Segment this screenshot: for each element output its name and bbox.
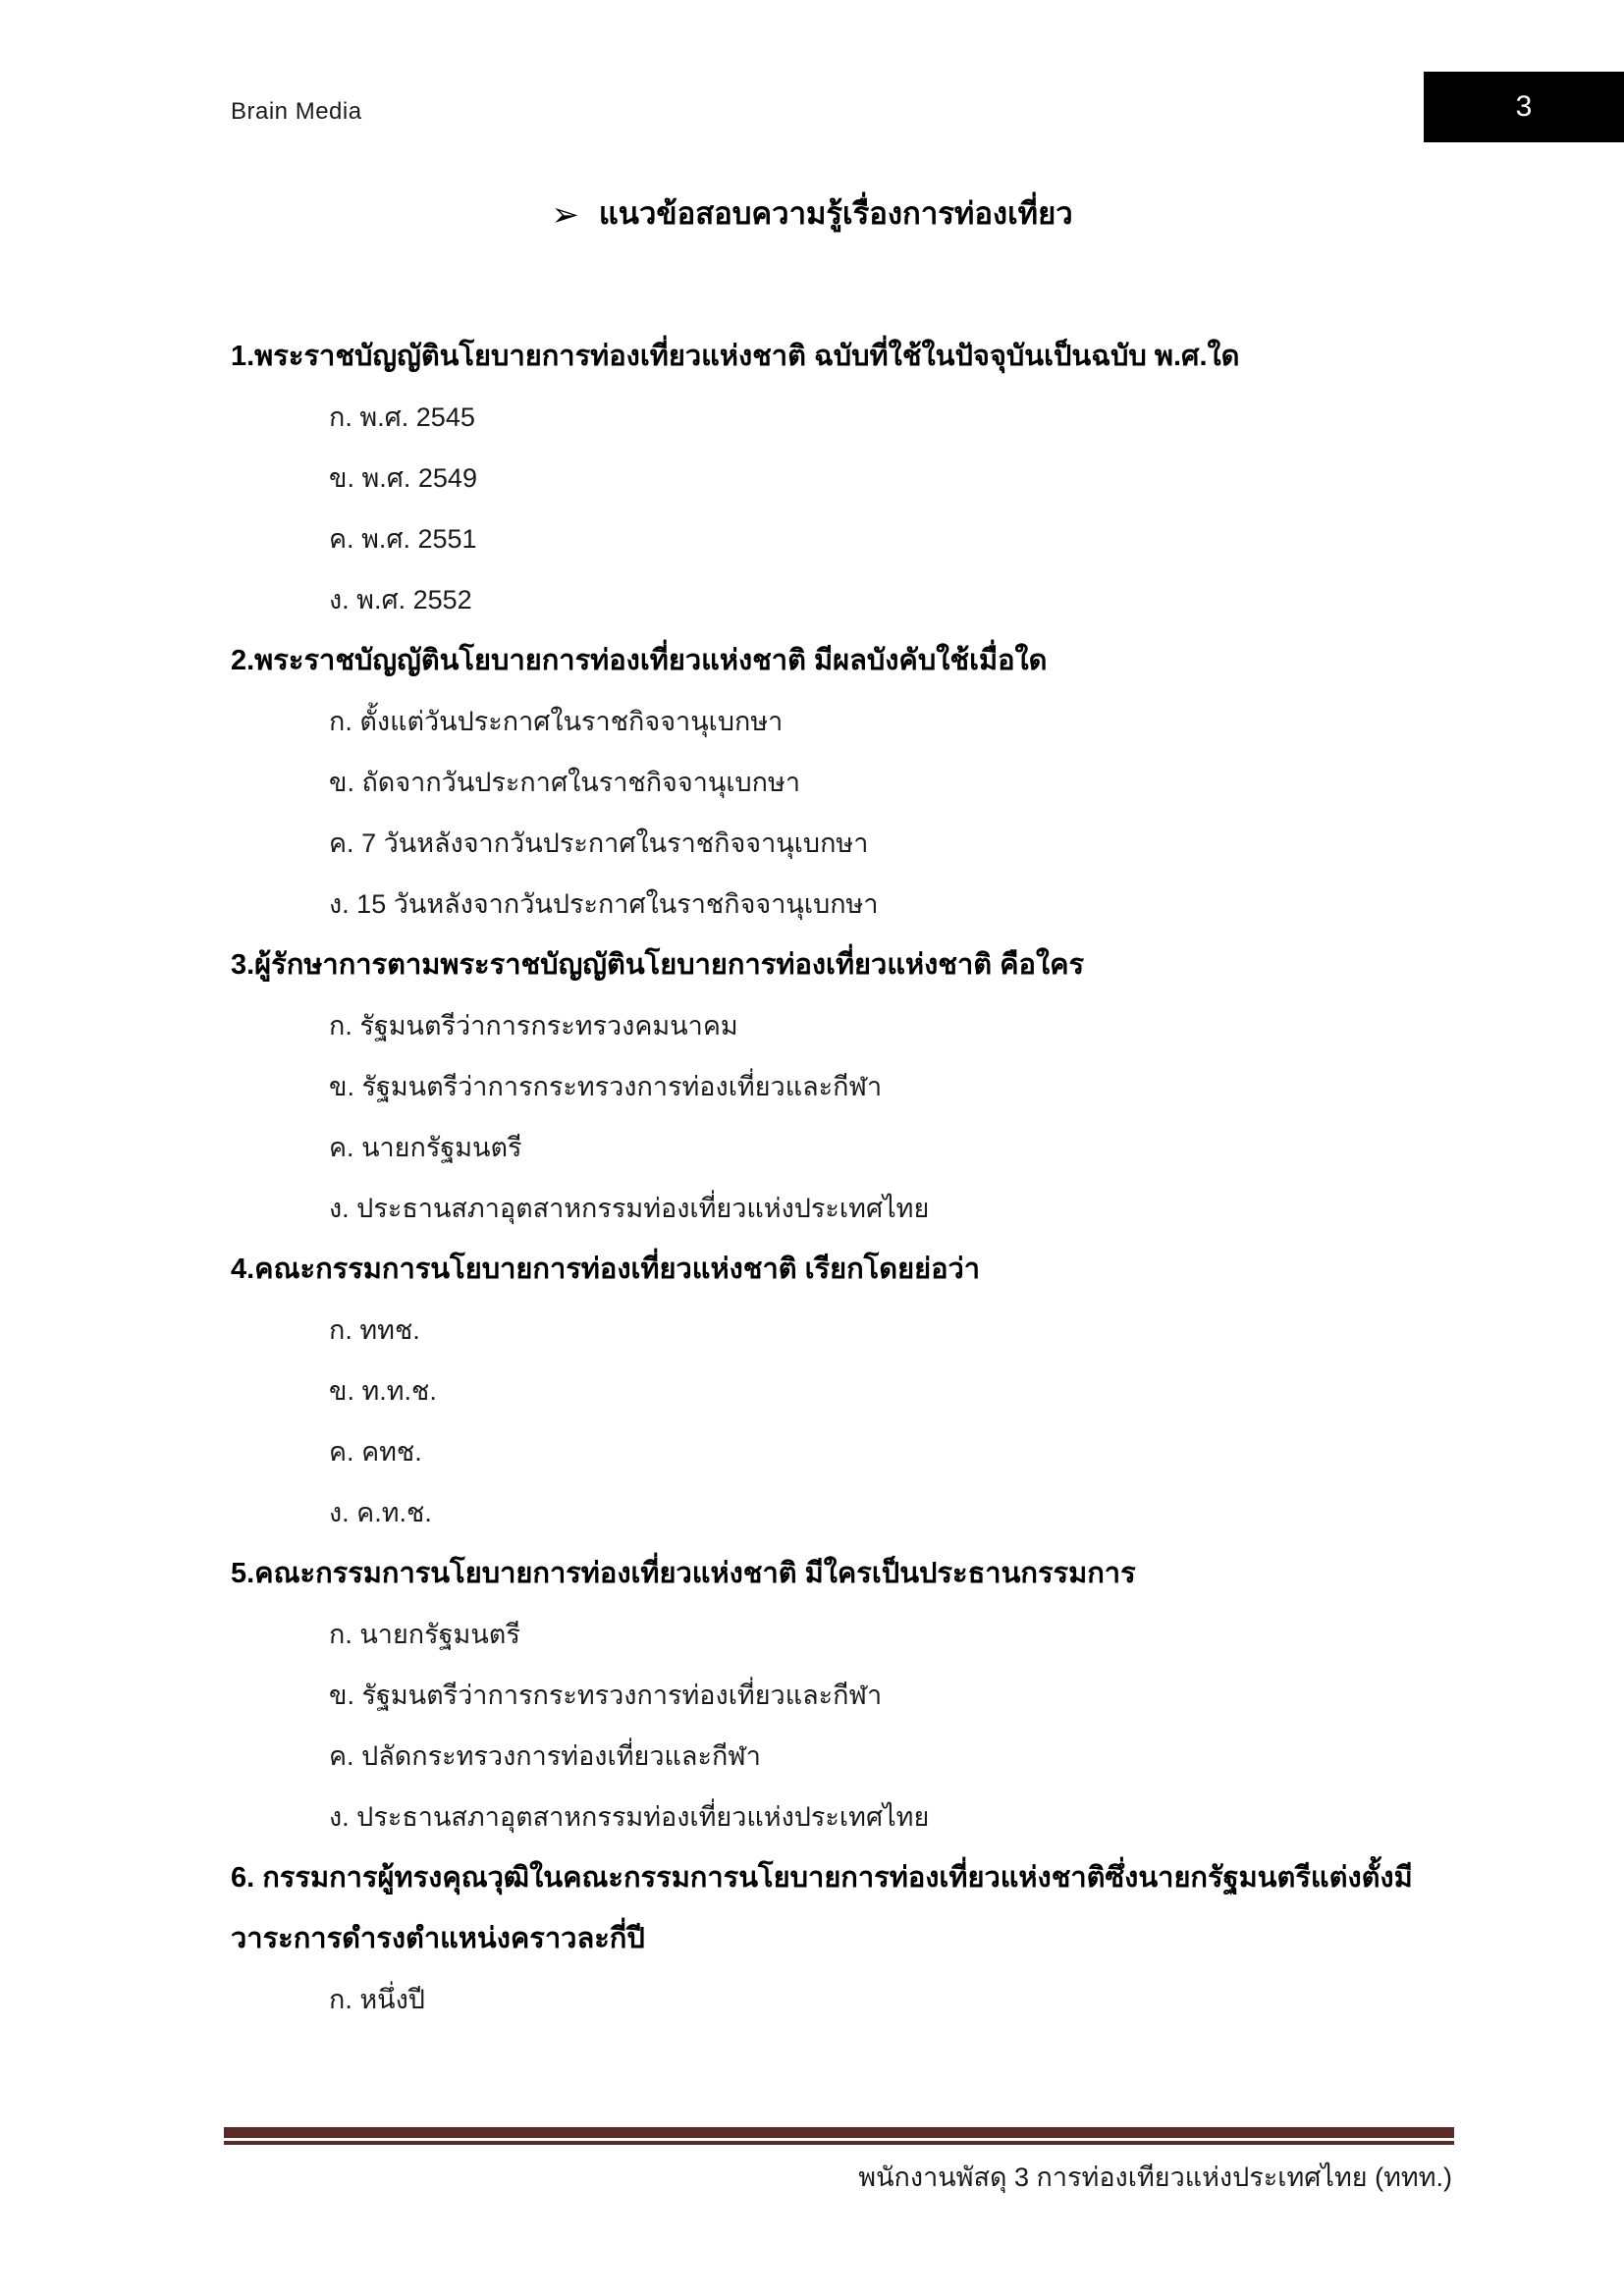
question-6-option-a: ก. หนึ่งปี (329, 1984, 425, 2014)
page-title-text: แนวข้อสอบความรู้เรื่องการท่องเที่ยว (598, 196, 1073, 231)
question-5-option-b: ข. รัฐมนตรีว่าการกระทรวงการท่องเที่ยวและกีฬา (329, 1680, 883, 1710)
question-4-option-a: ก. ททช. (329, 1314, 420, 1345)
question-5-option-a: ก. นายกรัฐมนตรี (329, 1619, 520, 1649)
question-1-option-d: ง. พ.ศ. 2552 (329, 584, 472, 614)
question-1-option-a: ก. พ.ศ. 2545 (329, 401, 475, 432)
question-1-text: 1.พระราชบัญญัตินโยบายการท่องเที่ยวแห่งชาติ ฉบับที่ใช้ในปัจจุบันเป็นฉบับ พ.ศ.ใด (231, 341, 1240, 372)
page-title (0, 188, 1624, 238)
question-2-text: 2.พระราชบัญญัตินโยบายการท่องเที่ยวแห่งชาติ มีผลบังคับใช้เมื่อใด (231, 645, 1048, 676)
question-2-option-b: ข. ถัดจากวันประกาศในราชกิจจานุเบกษา (329, 767, 800, 797)
question-3-option-c: ค. นายกรัฐมนตรี (329, 1132, 522, 1162)
question-2-option-d: ง. 15 วันหลังจากวันประกาศในราชกิจจานุเบกษา (329, 888, 879, 919)
question-4-text: 4.คณะกรรมการนโยบายการท่องเที่ยวแห่งชาติ เรียกโดยย่อว่า (231, 1254, 981, 1285)
brand-label: Brain Media (231, 98, 362, 125)
question-3-text: 3.ผู้รักษาการตามพระราชบัญญัตินโยบายการท่องเที่ยวแห่งชาติ คือใคร (231, 949, 1085, 981)
question-4-option-b: ข. ท.ท.ช. (329, 1375, 437, 1406)
question-6-text-line1: 6. กรรมการผู้ทรงคุณวุฒิในคณะกรรมการนโยบายการท่องเที่ยวแห่งชาติซึ่งนายกรัฐมนตรีแต่งตั้งมี (231, 1862, 1413, 1894)
question-list (231, 325, 1477, 2029)
question-3-option-d: ง. ประธานสภาอุตสาหกรรมท่องเที่ยวแห่งประเทศไทย (329, 1193, 930, 1223)
question-3-option-b: ข. รัฐมนตรีว่าการกระทรวงการท่องเที่ยวและกีฬา (329, 1071, 883, 1101)
question-5-text: 5.คณะกรรมการนโยบายการท่องเที่ยวแห่งชาติ มีใครเป็นประธานกรรมการ (231, 1558, 1136, 1589)
arrow-bullet-icon: ➢ (551, 196, 579, 234)
page-number-badge (1424, 72, 1624, 142)
footer-divider (224, 2127, 1454, 2145)
question-3-option-a: ก. รัฐมนตรีว่าการกระทรวงคมนาคม (329, 1010, 738, 1041)
question-5-option-d: ง. ประธานสภาอุตสาหกรรมท่องเที่ยวแห่งประเทศไทย (329, 1801, 930, 1832)
question-1-option-c: ค. พ.ศ. 2551 (329, 523, 477, 554)
question-2-option-a: ก. ตั้งแต่วันประกาศในราชกิจจานุเบกษา (329, 706, 784, 736)
question-2-option-c: ค. 7 วันหลังจากวันประกาศในราชกิจจานุเบกษา (329, 828, 869, 858)
question-5-option-c: ค. ปลัดกระทรวงการท่องเที่ยวและกีฬา (329, 1740, 761, 1771)
question-6-text-line2: วาระการดำรงตำแหน่งคราวละกี่ปี (231, 1923, 645, 1954)
question-1-option-b: ข. พ.ศ. 2549 (329, 462, 477, 493)
page-number: 3 (1515, 90, 1533, 123)
question-4-option-d: ง. ค.ท.ช. (329, 1497, 432, 1527)
footer-text: พนักงานพัสดุ 3 การท่องเทียวแห่งประเทศไทย (ททท.) (858, 2163, 1452, 2192)
question-4-option-c: ค. คทช. (329, 1436, 422, 1467)
